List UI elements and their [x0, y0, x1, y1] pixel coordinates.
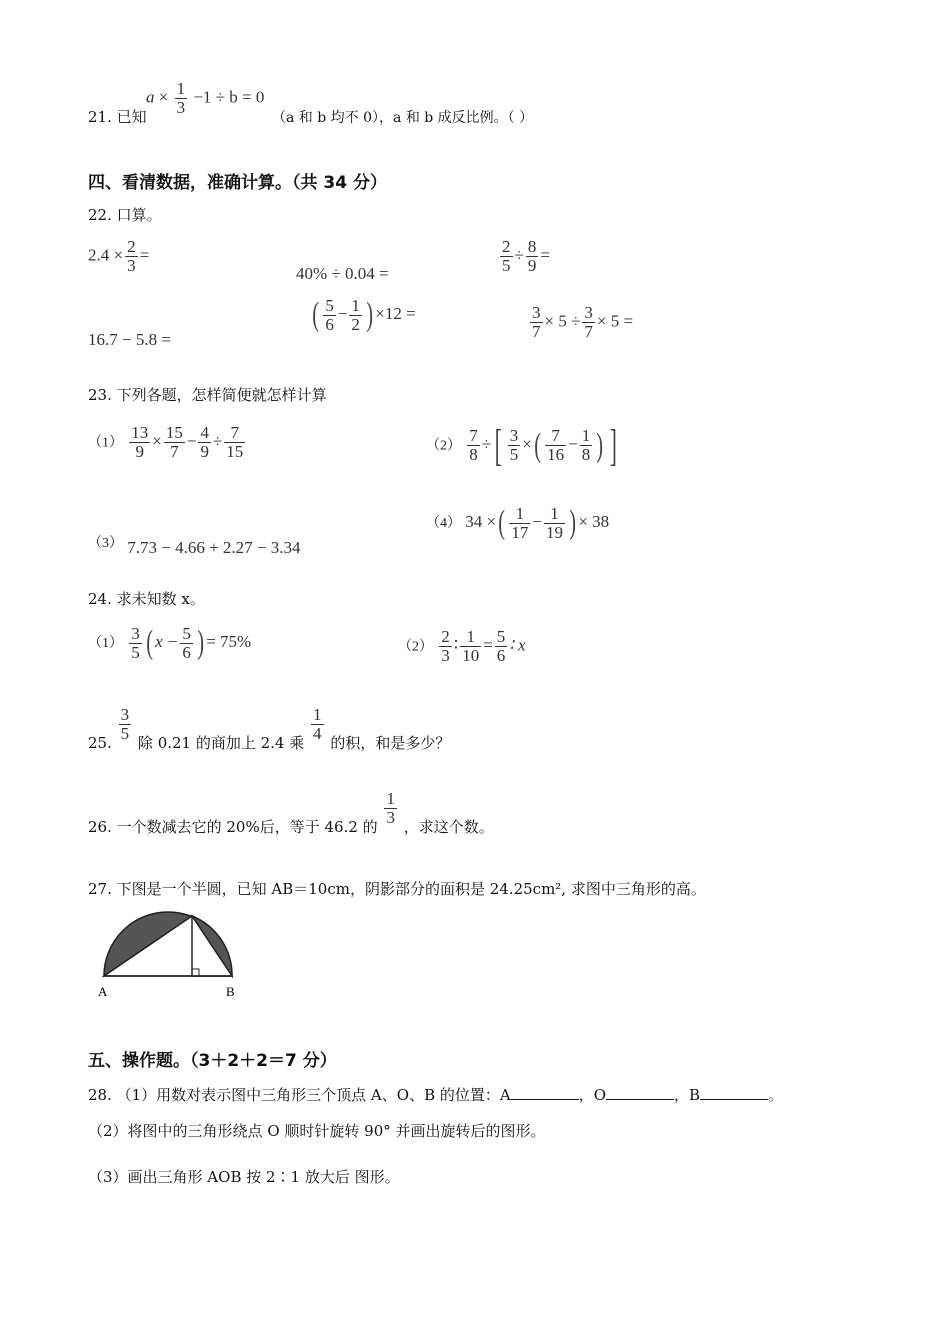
q23-p2-n2: 3 — [509, 426, 519, 445]
q23-p1-f3 — [198, 424, 211, 461]
section4-title: 四、看清数据，准确计算。（共 34 分） — [88, 173, 387, 193]
q24-p2-d3: 6 — [496, 646, 506, 665]
q24-p1-d1: 5 — [131, 642, 140, 662]
q22-e5-rparen: ) — [366, 296, 373, 333]
q27-text: 27. 下图是一个半圆，已知 AB＝10cm，阴影部分的面积是 24.25cm², 求图中三角形的高。 — [88, 880, 706, 898]
q22-title: 22. 口算。 — [88, 206, 162, 224]
q23-p2-d3: 16 — [547, 445, 565, 464]
q21-formula-rest: −1 ÷ b = 0 — [193, 87, 265, 107]
q23-p2-f3 — [545, 427, 566, 464]
q22-e5-n1: 5 — [325, 295, 334, 315]
q25-d1: 5 — [120, 724, 130, 743]
q23-p2-n4: 1 — [581, 426, 591, 445]
q28-blank-a[interactable] — [511, 1085, 579, 1100]
q23-p2-lbracket: [ — [494, 421, 503, 470]
q23-p4-d1: 17 — [511, 522, 529, 542]
q24-p1-d2: 6 — [182, 642, 191, 662]
q23-p1-n3: 4 — [200, 423, 209, 442]
q25-text2: 的积，和是多少？ — [330, 734, 451, 752]
q24-p2-n1: 2 — [441, 627, 450, 646]
q23-p1-n2: 15 — [165, 423, 183, 442]
q24-p2-f2 — [460, 628, 481, 665]
q21-condition: （a 和 b 均不 0），a 和 b 成反比例。（ ） — [272, 110, 534, 126]
q21-formula — [146, 80, 264, 117]
q22-e5-frac1 — [323, 297, 336, 334]
q23-p4-lparen: ( — [498, 504, 506, 541]
label-b: B — [226, 984, 235, 999]
q23-p4-f2 — [544, 505, 565, 542]
q24-p1-x: x − — [155, 631, 179, 651]
q23-p4-n2: 1 — [544, 505, 565, 524]
q22-e1-post: = — [139, 245, 150, 265]
q26-text2: ，求这个数。 — [403, 818, 494, 836]
q22-e3-d1: 5 — [502, 256, 511, 275]
q22-expr-3 — [498, 238, 550, 275]
q23-p2-d1: 8 — [469, 445, 478, 464]
q23-p1-d3: 9 — [200, 442, 209, 461]
q21-var-a: a — [146, 87, 155, 107]
q21-times: × — [158, 87, 169, 107]
q26-text1: 26. 一个数减去它的 20%后，等于 46.2 的 — [88, 818, 378, 836]
q23-p1-d4: 15 — [226, 442, 244, 461]
q22-expr-1 — [88, 238, 149, 275]
q28-p1-o: ，O — [578, 1086, 607, 1104]
q23-p4-pre: 34 × — [465, 511, 497, 531]
q25-frac1 — [119, 706, 132, 743]
q22-expr-6 — [528, 304, 633, 341]
q23-p1-op2: − — [186, 431, 197, 451]
q23-p1-op3: ÷ — [212, 431, 223, 451]
q22-e3-n1: 2 — [502, 237, 511, 256]
q23-p2-rparen: ) — [596, 426, 604, 464]
q23-p2-op3: − — [568, 434, 578, 454]
q24-p1-lparen: ( — [146, 624, 153, 661]
q21-fraction — [175, 80, 188, 117]
q22-e1-den: 3 — [127, 256, 136, 275]
q23-p1-f4 — [224, 424, 245, 461]
q22-e5-n2: 1 — [351, 295, 360, 315]
q22-e5-post: ×12 = — [375, 303, 416, 323]
q22-e3-post: = — [540, 245, 550, 265]
q23-p2-op1: ÷ — [481, 434, 492, 454]
q25-n1: 3 — [120, 705, 130, 724]
q21-frac-den: 3 — [176, 98, 186, 117]
q22-e5-lparen: ( — [312, 296, 320, 333]
q23-p1-f1 — [129, 424, 150, 461]
q22-e5-op: − — [337, 303, 348, 323]
section5-title: 五、操作题。（3＋2＋2＝7 分） — [88, 1051, 337, 1071]
q24-p2-label: （2） — [398, 639, 433, 655]
q22-e6-d2: 7 — [584, 322, 593, 341]
q22-e6-post: × 5 = — [596, 311, 634, 331]
q22-e1-pre: 2.4 × — [88, 245, 124, 265]
q23-p1-f2 — [164, 424, 185, 461]
q24-p2-n3: 5 — [496, 627, 506, 646]
q23-p2-label: （2） — [426, 438, 461, 454]
q24-p2-c2: ∶ x — [509, 635, 526, 655]
q24-p1-n2: 5 — [182, 623, 191, 643]
q24-p2-d2: 10 — [462, 646, 480, 665]
q24-p1-post: = 75% — [206, 631, 252, 651]
q24-problem-1 — [88, 624, 251, 662]
q24-problem-2 — [398, 628, 526, 665]
q26-n: 1 — [386, 789, 395, 808]
q24-p1-f2 — [180, 625, 193, 662]
q23-p2-d4: 8 — [581, 445, 591, 464]
q22-expr-5 — [310, 296, 416, 334]
semicircle-figure — [92, 906, 252, 1002]
q25-text1: 除 0.21 的商加上 2.4 乘 — [137, 734, 305, 752]
q23-p4-label: （4） — [426, 515, 461, 531]
q23-p4-d2: 19 — [546, 522, 564, 542]
q26 — [88, 789, 494, 836]
q28-p1-b: ，B — [674, 1086, 701, 1104]
q23-p2-f2 — [508, 427, 521, 464]
q28-p1-end: 。 — [768, 1086, 784, 1104]
q23-p2-n3: 7 — [545, 427, 566, 446]
q22-expr-4: 16.7 − 5.8 = — [88, 330, 171, 349]
q25-n2: 1 — [313, 705, 322, 724]
q23-p4-post: × 38 — [578, 511, 610, 531]
q24-p2-d1: 3 — [441, 646, 450, 665]
q23-title: 23. 下列各题，怎样简便就怎样计算 — [88, 386, 327, 404]
q24-p2-eq: = — [483, 635, 493, 655]
q22-e3-d2: 9 — [527, 256, 537, 275]
q24-title: 24. 求未知数 x。 — [88, 590, 205, 608]
q22-e6-mid: × 5 ÷ — [544, 311, 581, 331]
q23-p3-label: （3） — [88, 536, 123, 551]
q26-frac — [384, 790, 397, 827]
q24-p2-c1: ∶ — [453, 635, 459, 655]
q24-p1-label: （1） — [88, 635, 123, 651]
q24-p1-n1: 3 — [131, 623, 140, 643]
q23-p2-rbracket: ] — [609, 421, 617, 470]
q23-p4-rparen: ) — [569, 504, 577, 541]
q24-p2-f3 — [495, 628, 508, 665]
q22-e6-d1: 7 — [532, 322, 541, 341]
q23-p2-f1 — [467, 427, 480, 464]
q24-p2-n2: 1 — [460, 628, 481, 647]
q24-p1-f1 — [129, 625, 142, 662]
q22-e6-frac2 — [582, 304, 595, 341]
q22-e6-n2: 3 — [584, 303, 593, 322]
q28-part1 — [88, 1084, 783, 1105]
q23-p4-f1 — [509, 505, 530, 542]
q22-e1-num: 2 — [127, 237, 136, 256]
q23-p3-expr: 7.73 − 4.66 + 2.27 − 3.34 — [127, 538, 301, 557]
q23-problem-4 — [426, 504, 609, 542]
q26-d: 3 — [386, 808, 395, 827]
q22-e3-frac2 — [526, 238, 539, 275]
q23-p1-label: （1） — [88, 435, 123, 451]
q22-e5-frac2 — [349, 297, 362, 334]
q22-expr-2: 40% ÷ 0.04 = — [296, 264, 389, 283]
q28-part2: （2）将图中的三角形绕点 O 顺时针旋转 90° 并画出旋转后的图形。 — [88, 1122, 546, 1140]
q23-p1-d1: 9 — [135, 442, 144, 461]
label-a: A — [98, 984, 108, 999]
q24-p1-rparen: ) — [197, 624, 204, 661]
q28-p1-pre: 28. （1）用数对表示图中三角形三个顶点 A、O、B 的位置：A — [88, 1086, 511, 1104]
q22-e3-frac1 — [500, 238, 513, 275]
q23-p2-d2: 5 — [509, 445, 519, 464]
q23-p1-op1: × — [152, 431, 162, 451]
q28-blank-b[interactable] — [700, 1085, 768, 1100]
q25 — [88, 705, 451, 752]
q23-p1-d2: 7 — [170, 442, 179, 461]
q23-p1-n1: 13 — [131, 423, 149, 442]
q23-p2-lparen: ( — [534, 426, 541, 464]
q21-frac-num: 1 — [176, 79, 186, 98]
q23-p2-f4 — [580, 427, 593, 464]
q23-problem-3 — [88, 532, 301, 557]
q23-problem-1 — [88, 424, 247, 461]
q24-p2-f1 — [439, 628, 452, 665]
q22-e3-op: ÷ — [514, 245, 524, 265]
q22-e1-fraction — [125, 238, 138, 275]
q22-e3-n2: 8 — [527, 237, 537, 256]
q22-e6-n1: 3 — [532, 303, 541, 322]
q23-p2-n1: 7 — [469, 426, 478, 445]
q23-problem-2 — [426, 420, 620, 471]
q22-e6-frac1 — [530, 304, 543, 341]
q23-p2-op2: × — [522, 434, 532, 454]
q22-e5-d1: 6 — [325, 314, 334, 334]
q25-number: 25. — [88, 734, 112, 752]
q25-frac2 — [311, 706, 324, 743]
q25-d2: 4 — [313, 724, 322, 743]
q28-blank-o[interactable] — [606, 1085, 674, 1100]
q21-number: 21. 已知 — [88, 108, 147, 126]
q22-e5-d2: 2 — [351, 314, 360, 334]
q23-p4-n1: 1 — [509, 505, 530, 524]
q23-p1-n4: 7 — [224, 424, 245, 443]
q23-p4-op: − — [532, 511, 543, 531]
q28-part3: （3）画出三角形 AOB 按 2∶1 放大后 图形。 — [88, 1168, 400, 1186]
